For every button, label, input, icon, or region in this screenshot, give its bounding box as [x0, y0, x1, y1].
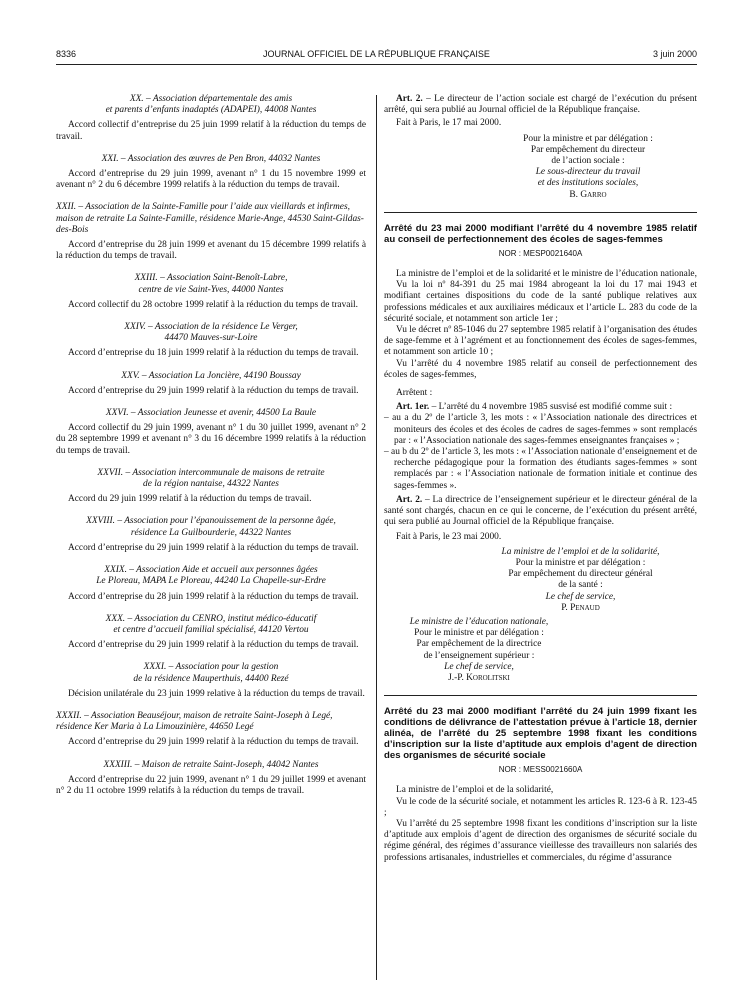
entry-body: Décision unilatérale du 23 juin 1999 relative à la réduction du temps de travail.: [68, 688, 365, 699]
sig-line: Pour le ministre et par délégation :: [414, 628, 544, 639]
establishment-entry: [56, 662, 366, 700]
entry-title: XXX. – Association du CENRO, institut médico-éducatif et centre d’accueil familial spécialisé, 44120 Vertou: [105, 613, 317, 635]
entry-body: Accord du 29 juin 1999 relatif à la réduction du temps de travail.: [68, 494, 312, 505]
entry-body: Accord d’entreprise du 28 juin 1999 et avenant du 15 décembre 1999 relatifs à la réduction du temps de travail.: [56, 240, 366, 262]
establishment-entry: [56, 154, 366, 192]
list-item: – au a du 2º de l’article 3, les mots : « l’Association nationale des directrices et moniteurs des écoles et des écoles de cadres de sages-femmes » sont remplacés par : « l’Association nationale des sages-femmes enseignantes françaises » ;: [384, 413, 697, 446]
entry-body: Accord d’entreprise du 29 juin 1999 relatif à la réduction du temps de travail.: [68, 640, 359, 651]
separator: [384, 212, 697, 213]
entry-title: XXVIII. – Association pour l’épanouissement de la personne âgée, résidence La Guilbourderie, 44322 Nantes: [86, 516, 336, 538]
entry-body: Accord d’entreprise du 28 juin 1999 relatif à la réduction du temps de travail.: [68, 591, 359, 602]
sig-line: La ministre de l’emploi et de la solidarité,: [501, 546, 660, 557]
signatory-name: B. Garro: [569, 189, 607, 200]
sig-line: Par empêchement du directeur général: [508, 569, 653, 580]
entry-title: XXXIII. – Maison de retraite Saint-Joseph, 44042 Nantes: [103, 759, 319, 770]
sig-line: Par empêchement de la directrice: [416, 639, 542, 650]
column-divider: [376, 95, 377, 980]
nor-reference: NOR : MESS0021660A: [498, 765, 583, 775]
entry-title: XXIX. – Association Aide et accueil aux personnes âgées Le Ploreau, MAPA Le Ploreau, 44240 La Chapelle-sur-Erdre: [96, 565, 326, 587]
paragraph: Vu l’arrêté du 25 septembre 1998 fixant les conditions d’inscription sur la liste d’aptitude aux emplois d’agent de direction des organismes de sécurité sociale du régime général, des régimes d’assurance vieillesse des travailleurs non salariés des professions artisanales, industrielles et commerciales, du régime d’assurance: [384, 818, 697, 863]
establishment-entry: [56, 516, 366, 554]
header-rule: [56, 64, 697, 65]
signatory-name: P. Penaud: [561, 602, 600, 613]
entry-title: XXV. – Association La Joncière, 44190 Boussay: [121, 370, 301, 381]
decree-title: Arrêté du 23 mai 2000 modifiant l’arrêté du 24 juin 1999 fixant les conditions de délivrance de l’attestation prévue à l’article 18, dernier alinéa, de l’arrêté du 25 septembre 1998 fixant les conditions d’inscription sur la liste d’aptitude aux emplois d’agent de direction des organismes de sécurité sociale: [384, 706, 697, 762]
entry-title: XXXII. – Association Beauséjour, maison de retraite Saint-Joseph à Legé, résidence Ker Maria à La Limouzinière, 44650 Legé: [56, 710, 333, 733]
sig-line: de la santé :: [558, 580, 603, 591]
sig-line: Pour la ministre et par délégation :: [523, 133, 653, 144]
sig-line: Pour la ministre et par délégation :: [515, 557, 646, 568]
establishment-entry: [56, 711, 366, 749]
left-column: [56, 94, 366, 808]
entry-body: Accord d’entreprise du 29 juin 1999 relatif à la réduction du temps de travail.: [68, 542, 359, 553]
establishment-entry: [56, 94, 366, 143]
signatory-name: J.-P. Korolitski: [448, 672, 510, 683]
entry-title: XXVII. – Association intercommunale de maisons de retraite de la région nantaise, 44322 Nantes: [97, 467, 325, 490]
journal-title: JOURNAL OFFICIEL DE LA RÉPUBLIQUE FRANÇAISE: [263, 49, 490, 59]
establishment-entry: [56, 273, 366, 311]
paragraph: Vu l’arrêté du 4 novembre 1985 relatif au conseil de perfectionnement des écoles de sages-femmes,: [384, 358, 697, 380]
article-1: Art. 1er. – L’arrêté du 4 novembre 1985 susvisé est modifié comme suit :: [396, 402, 673, 413]
establishment-entry: [56, 760, 366, 798]
signature-block: [479, 134, 697, 201]
issue-date: 3 juin 2000: [652, 49, 697, 59]
entry-body: Accord d’entreprise du 29 juin 1999 relatif à la réduction du temps de travail.: [68, 737, 359, 748]
establishment-entry: [56, 202, 366, 262]
entry-body: Accord collectif d’entreprise du 25 juin 1999 relatif à la réduction du temps de travail.: [56, 120, 366, 142]
establishment-entry: [56, 565, 366, 603]
paragraph: Vu le code de la sécurité sociale, et notamment les articles R. 123-6 à R. 123-45 ;: [384, 796, 697, 818]
entry-body: Accord d’entreprise du 29 juin 1999 relatif à la réduction du temps de travail.: [68, 385, 359, 396]
establishment-entry: [56, 371, 366, 397]
entry-body: Accord d’entreprise du 22 juin 1999, avenant n° 1 du 29 juillet 1999 et avenant n° 2 du 11 octobre 1999 relatifs à la réduction du temps de travail.: [56, 774, 366, 796]
establishment-entry: [56, 322, 366, 360]
entry-body: Accord d’entreprise du 18 juin 1999 relatif à la réduction du temps de travail.: [68, 348, 359, 359]
list-item: – au b du 2º de l’article 3, les mots : « l’Association nationale d’enseignement et de recherche pédagogique pour la formation des étudiants sages-femmes » sont remplacés par : « l’Association nationale de formation initiale et continue des sages-femmes ».: [384, 447, 697, 491]
establishment-entry: [56, 408, 366, 457]
sig-line: Le ministre de l’éducation nationale,: [409, 616, 549, 627]
article-2: Art. 2. – Le directeur de l’action sociale est chargé de l’exécution du présent arrêté, qui sera publié au Journal officiel de la République française.: [384, 94, 697, 116]
sig-line: Le chef de service,: [545, 591, 616, 602]
establishment-entry: [56, 468, 366, 506]
signature-block: [384, 617, 574, 684]
entry-body: Accord d’entreprise du 29 juin 1999, avenant n° 1 du 15 novembre 1999 et avenant n° 2 du 6 décembre 1999 relatifs à la réduction du temps de travail.: [56, 169, 366, 191]
right-column: [384, 94, 697, 864]
signature-date: Fait à Paris, le 23 mai 2000.: [396, 531, 502, 542]
article-2b: Art. 2. – La directrice de l’enseignement supérieur et le directeur général de la santé sont chargés, chacun en ce qui le concerne, de l’exécution du présent arrêté, qui sera publié au Journal officiel de la République française.: [384, 494, 697, 528]
signature-block: [464, 547, 697, 614]
page-header: [56, 49, 697, 63]
sig-line: Le chef de service,: [444, 661, 514, 672]
entry-body: Accord collectif du 28 octobre 1999 relatif à la réduction du temps de travail.: [68, 299, 358, 310]
sig-line: de l’action sociale :: [551, 156, 625, 167]
establishment-entry: [56, 614, 366, 652]
sig-line: et des institutions sociales,: [537, 178, 639, 189]
entry-title: XXI. – Association des œuvres de Pen Bron, 44032 Nantes: [101, 153, 321, 164]
paragraph: La ministre de l’emploi et de la solidarité,: [396, 785, 554, 796]
sig-line: Le sous-directeur du travail: [535, 167, 641, 178]
entry-title: XXIII. – Association Saint-Benoît-Labre, centre de vie Saint-Yves, 44000 Nantes: [134, 273, 288, 295]
entry-title: XXIV. – Association de la résidence Le Verger, 44470 Mauves-sur-Loire: [124, 322, 298, 344]
paragraph: La ministre de l’emploi et de la solidarité et le ministre de l’éducation nationale,: [396, 269, 697, 280]
decree-title: Arrêté du 23 mai 2000 modifiant l’arrêté du 4 novembre 1985 relatif au conseil de perfectionnement des écoles de sages-femmes: [384, 222, 697, 245]
entry-body: Accord collectif du 29 juin 1999, avenant n° 1 du 30 juillet 1999, avenant n° 2 du 28 septembre 1999 et avenant n° 3 du 16 décembre 1999 relatifs à la réduction du temps de travail.: [56, 423, 366, 456]
sig-line: Par empêchement du directeur: [530, 144, 646, 155]
paragraph: Vu la loi nº 84-391 du 25 mai 1984 abrogeant la loi du 17 mai 1943 et modifiant certaines dispositions du code de la santé publique relatives aux professions médicales et aux auxiliaires médicaux et l’article L. 283 du code de la sécurité sociale, et notamment son article 1er ;: [384, 280, 697, 324]
page-number: 8336: [56, 49, 77, 59]
entry-title: XXVI. – Association Jeunesse et avenir, 44500 La Baule: [105, 408, 317, 419]
entry-title: XX. – Association départementale des amis et parents d’enfants inadaptés (ADAPEI), 44008 Nantes: [105, 94, 317, 116]
nor-reference: NOR : MESP0021640A: [498, 248, 583, 258]
separator: [384, 695, 697, 696]
paragraph: Vu le décret nº 85-1046 du 27 septembre 1985 relatif à l’organisation des études de sage-femme et à l’agrément et au fonctionnement des écoles de sages-femmes, et notamment son article 10 ;: [384, 325, 697, 358]
arretent: Arrêtent :: [396, 388, 433, 399]
entry-title: XXXI. – Association pour la gestion de la résidence Mauperthuis, 44400 Rezé: [133, 662, 289, 684]
entry-title: XXII. – Association de la Sainte-Famille pour l’aide aux vieillards et infirmes, maison de retraite La Sainte-Famille, résidence Marie-Ange, 44530 Saint-Gildas-des-Bois: [56, 202, 364, 235]
signature-date: Fait à Paris, le 17 mai 2000.: [396, 118, 502, 129]
sig-line: de l’enseignement supérieur :: [423, 650, 535, 661]
